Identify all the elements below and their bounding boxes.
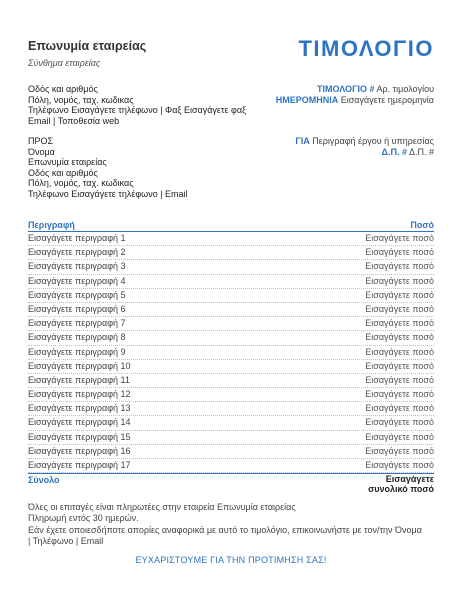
row-amount: Εισαγάγετε ποσό: [365, 360, 434, 371]
recipient-label: ΠΡΟΣ: [28, 136, 54, 146]
sender-city: Πόλη, νομός, ταχ. κωδικας: [28, 94, 134, 105]
table-row: [28, 388, 434, 402]
row-description: Εισαγάγετε περιγραφή 7: [28, 318, 126, 329]
row-description: Εισαγάγετε περιγραφή 17: [28, 460, 131, 470]
row-description: Εισαγάγετε περιγραφή 14: [28, 417, 131, 428]
recipient-phone-email: Τηλέφωνο Εισαγάγετε τηλέφωνο | Email: [28, 188, 188, 199]
table-row: [28, 459, 434, 473]
invoice-date-line: [276, 95, 434, 106]
invoice-title: ΤΙΜΟΛΟΓΙΟ: [298, 36, 434, 61]
row-description: Εισαγάγετε περιγραφή 8: [28, 332, 126, 343]
table-row: [28, 402, 434, 416]
table-row: [28, 317, 434, 331]
row-description: Εισαγάγετε περιγραφή 13: [28, 403, 131, 414]
total-value: Εισαγάγετε συνολικό ποσό: [368, 474, 434, 494]
invoice-number-label: ΤΙΜΟΛΟΓΙΟ #: [317, 84, 375, 94]
row-description: Εισαγάγετε περιγραφή 2: [28, 247, 126, 258]
table-row: [28, 346, 434, 360]
total-row: [28, 473, 434, 495]
notes-line-1: Όλες οι επιταγές είναι πληρωτέες στην εταιρεία Επωνυμία εταιρείας: [28, 502, 296, 512]
recipient-company: Επωνυμία εταιρείας: [28, 157, 107, 168]
notes-line-4: | Τηλέφωνο | Email: [28, 536, 104, 547]
row-amount: Εισαγάγετε ποσό: [365, 247, 434, 258]
sender-email-web: Email | Τοποθεσία web: [28, 115, 120, 126]
row-amount: Εισαγάγετε ποσό: [365, 445, 434, 456]
column-header-amount: Ποσό: [410, 220, 434, 230]
po-value: Δ.Π. #: [408, 146, 434, 157]
po-label: Δ.Π. #: [381, 146, 407, 157]
payment-notes: [28, 502, 438, 548]
row-description: Εισαγάγετε περιγραφή 15: [28, 431, 131, 442]
row-amount: Εισαγάγετε ποσό: [365, 332, 434, 343]
table-row: [28, 246, 434, 260]
row-description: Εισαγάγετε περιγραφή 1: [28, 233, 126, 243]
recipient-block: [28, 136, 188, 200]
table-row: [28, 431, 434, 445]
project-label: ΓΙΑ: [295, 136, 310, 146]
po-line: [295, 147, 434, 158]
table-row: [28, 374, 434, 388]
invoice-number-line: [276, 84, 434, 95]
table-row: [28, 303, 434, 317]
row-amount: Εισαγάγετε ποσό: [365, 346, 434, 357]
line-items-table: [28, 219, 434, 495]
notes-line-2: Πληρωμή εντός 30 ημερών.: [28, 513, 139, 524]
row-description: Εισαγάγετε περιγραφή 4: [28, 275, 126, 286]
row-amount: Εισαγάγετε ποσό: [365, 374, 434, 385]
invoice-number-value: Αρ. τιμολογίου: [376, 84, 434, 94]
row-description: Εισαγάγετε περιγραφή 5: [28, 289, 126, 300]
total-label: Σύνολο: [28, 475, 60, 486]
row-amount: Εισαγάγετε ποσό: [365, 303, 434, 314]
invoice-date-value: Εισαγάγετε ημερομηνία: [340, 94, 434, 105]
invoice-meta-block: [276, 84, 434, 105]
row-amount: Εισαγάγετε ποσό: [365, 289, 434, 300]
row-amount: Εισαγάγετε ποσό: [365, 261, 434, 272]
company-name: Επωνυμία εταιρείας: [28, 39, 147, 53]
invoice-date-label: ΗΜΕΡΟΜΗΝΙΑ: [275, 94, 339, 105]
sender-address-block: [28, 84, 246, 126]
table-row: [28, 260, 434, 274]
row-amount: Εισαγάγετε ποσό: [365, 403, 434, 414]
table-row: [28, 331, 434, 345]
row-description: Εισαγάγετε περιγραφή 9: [28, 346, 126, 357]
project-line: [295, 136, 434, 147]
row-amount: Εισαγάγετε ποσό: [365, 275, 434, 286]
recipient-name: Όνομα: [28, 146, 55, 157]
table-row: [28, 289, 434, 303]
row-amount: Εισαγάγετε ποσό: [365, 431, 434, 442]
recipient-city: Πόλη, νομός, ταχ. κωδικας: [28, 178, 134, 189]
row-amount: Εισαγάγετε ποσό: [365, 318, 434, 329]
row-amount: Εισαγάγετε ποσό: [365, 389, 434, 400]
table-row: [28, 445, 434, 459]
table-row: [28, 360, 434, 374]
project-block: [295, 136, 434, 157]
thank-you-message: ΕΥΧΑΡΙΣΤΟΥΜΕ ΓΙΑ ΤΗΝ ΠΡΟΤΙΜΗΣΗ ΣΑΣ!: [135, 555, 327, 565]
recipient-street: Οδός και αριθμός: [28, 167, 98, 178]
row-description: Εισαγάγετε περιγραφή 3: [28, 261, 126, 272]
table-header: [28, 219, 434, 232]
row-description: Εισαγάγετε περιγραφή 16: [28, 445, 131, 456]
row-description: Εισαγάγετε περιγραφή 6: [28, 303, 126, 314]
row-amount: Εισαγάγετε ποσό: [365, 460, 434, 470]
table-row: [28, 416, 434, 430]
row-description: Εισαγάγετε περιγραφή 10: [28, 360, 131, 371]
table-row: [28, 275, 434, 289]
company-slogan: Σύνθημα εταιρείας: [28, 58, 101, 68]
sender-phone-fax: Τηλέφωνο Εισαγάγετε τηλέφωνο | Φαξ Εισαγάγετε φαξ: [28, 105, 247, 116]
table-row: [28, 232, 434, 246]
table-body: [28, 232, 434, 473]
row-amount: Εισαγάγετε ποσό: [365, 233, 434, 243]
column-header-description: Περιγραφή: [28, 220, 75, 230]
notes-line-3: Εάν έχετε οποιεσδήποτε απορίες αναφορικά με αυτό το τιμολόγιο, επικοινωνήστε με τον/την Όνομα: [28, 524, 422, 535]
row-description: Εισαγάγετε περιγραφή 12: [28, 389, 131, 400]
sender-street: Οδός και αριθμός: [28, 84, 98, 94]
row-description: Εισαγάγετε περιγραφή 11: [28, 374, 130, 385]
project-value: Περιγραφή έργου ή υπηρεσίας: [312, 136, 434, 146]
row-amount: Εισαγάγετε ποσό: [365, 417, 434, 428]
